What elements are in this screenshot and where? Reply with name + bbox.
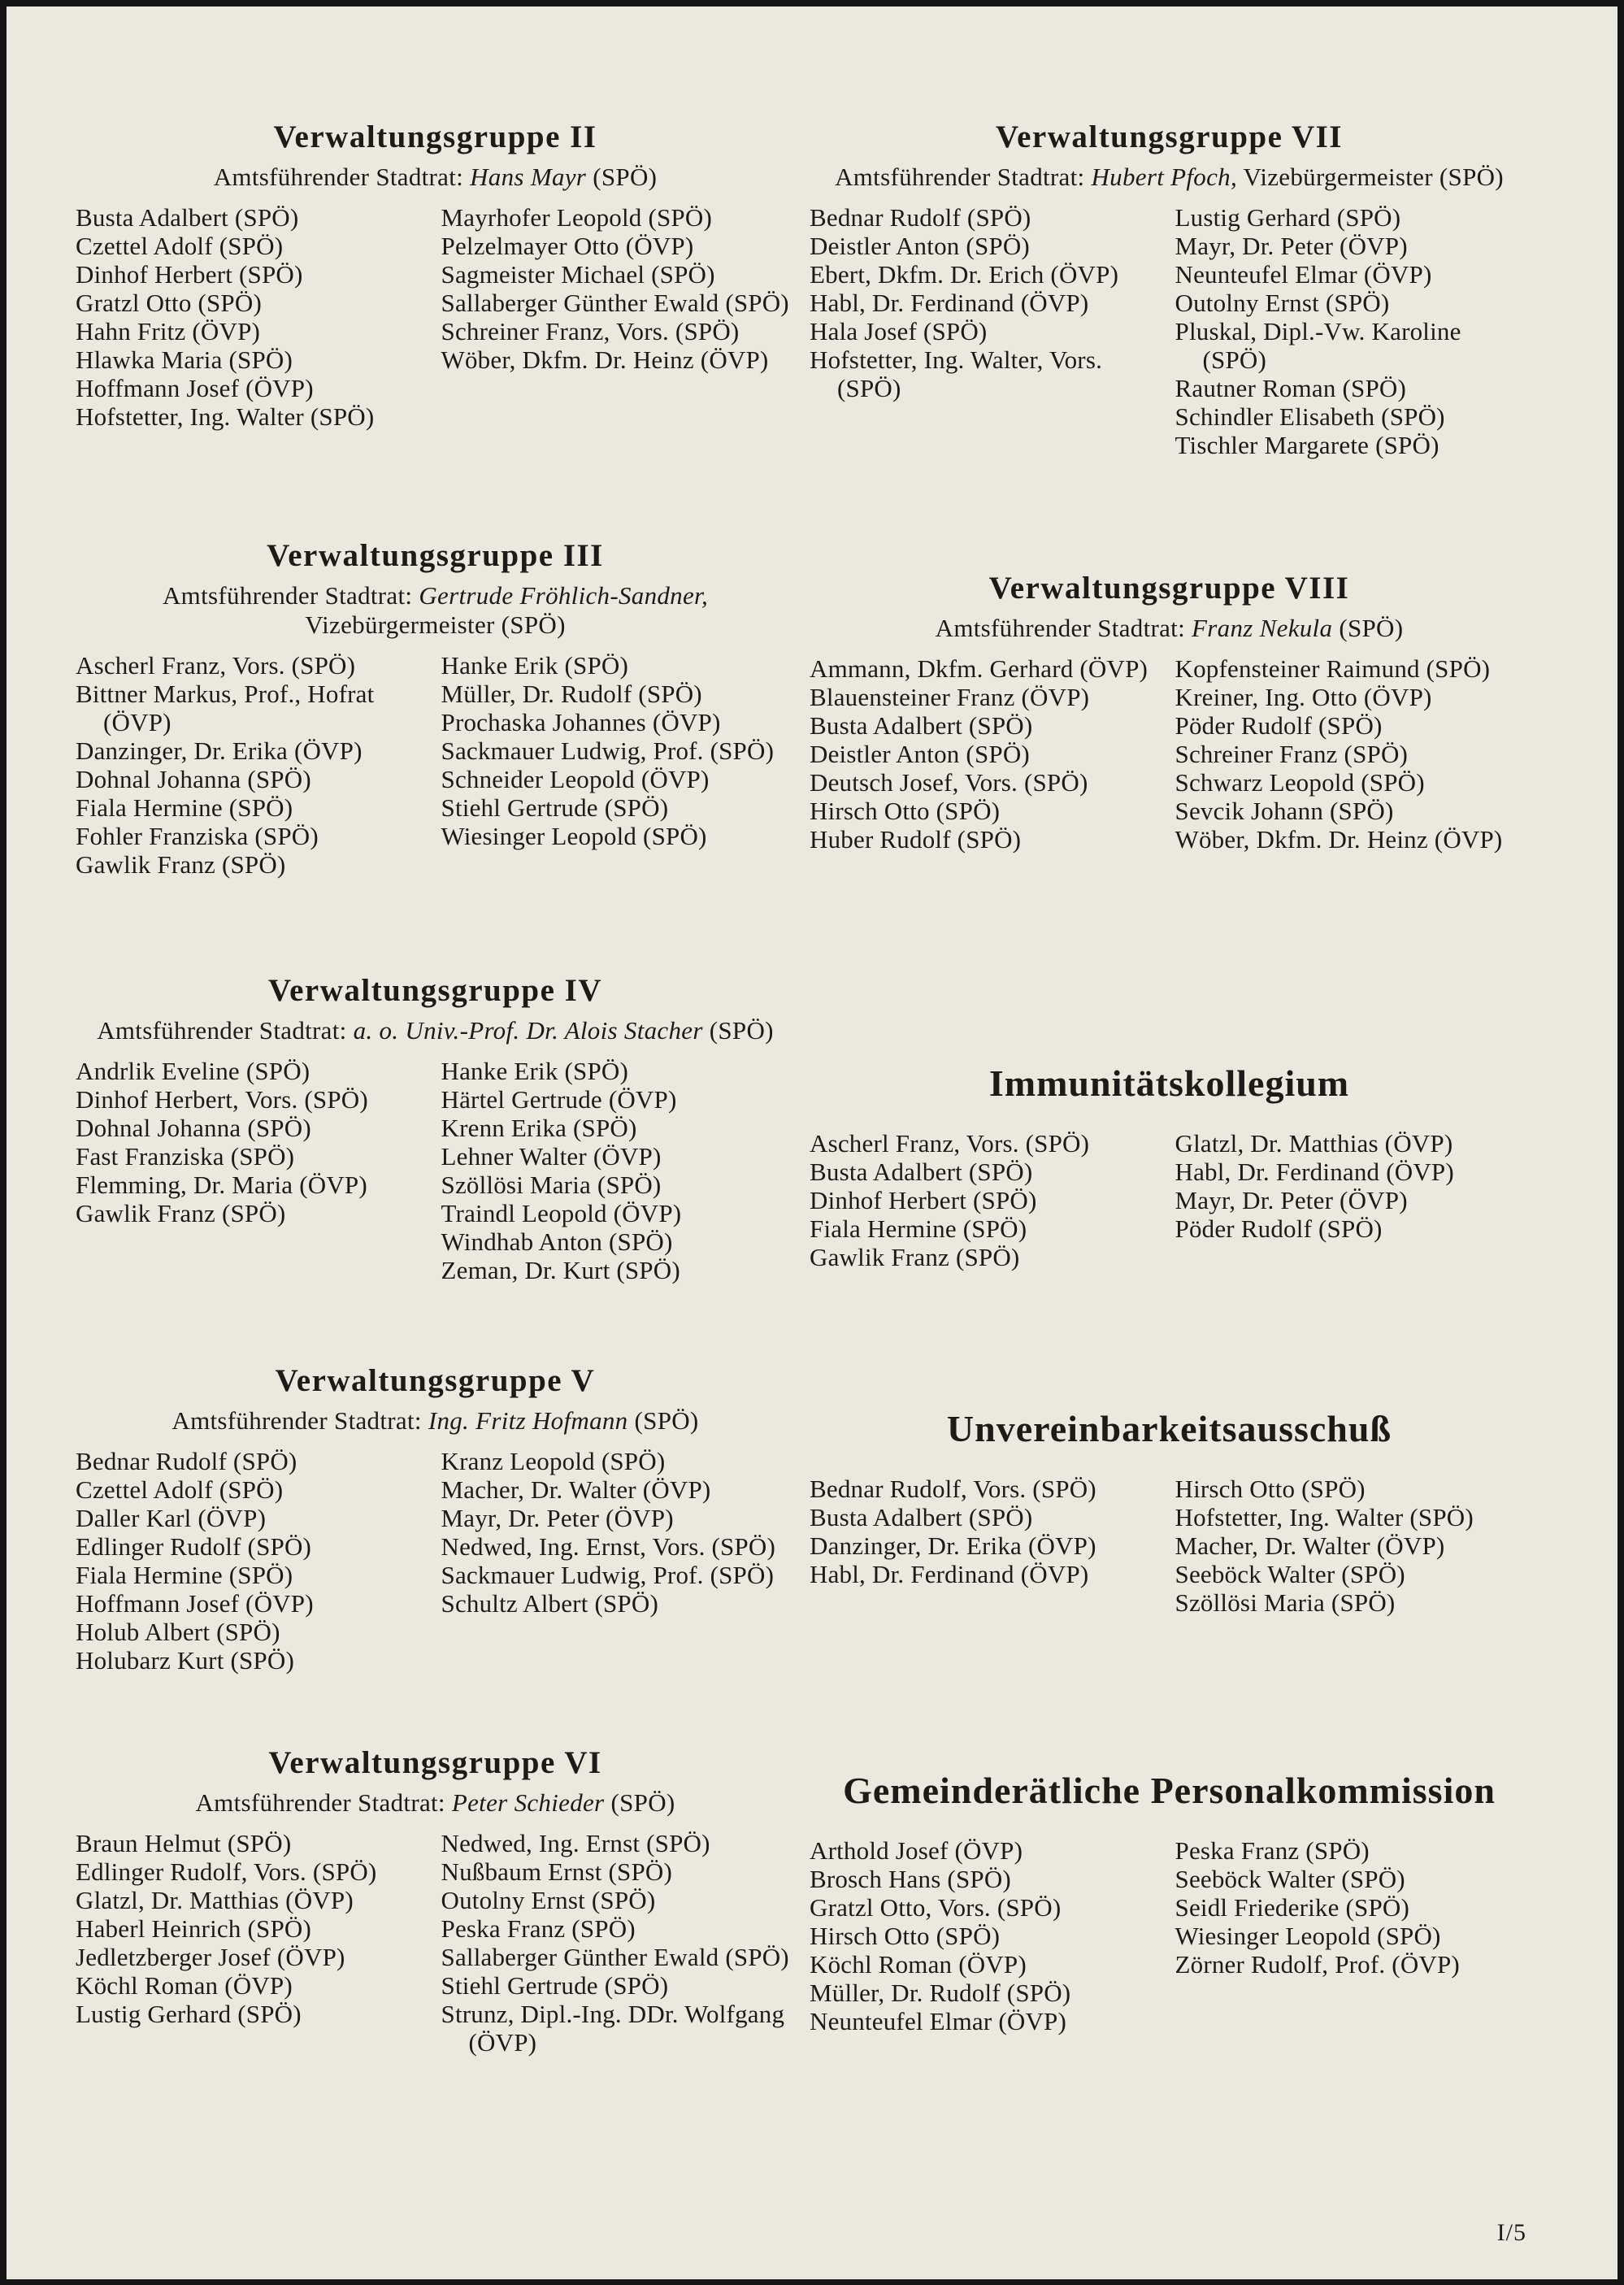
member-entry: Pöder Rudolf (SPÖ) <box>1175 1214 1383 1243</box>
section-title: Verwaltungsgruppe VII <box>995 119 1343 154</box>
member-column-left <box>76 1447 430 1675</box>
member-entry: Ascherl Franz, Vors. (SPÖ) <box>76 651 356 680</box>
subtitle-suffix: Vizebürgermeister (SPÖ) <box>1237 163 1504 191</box>
subtitle-prefix: Amtsführender Stadtrat: <box>835 163 1092 191</box>
member-entry: Fiala Hermine (SPÖ) <box>76 1561 293 1589</box>
subtitle-stadtrat-name: Hans Mayr <box>470 163 587 191</box>
section-verwaltungsgruppe-3 <box>76 537 795 879</box>
member-column-left <box>810 1475 1164 1617</box>
member-entry: Köchl Roman (ÖVP) <box>810 1950 1027 1979</box>
member-list <box>76 1447 795 1675</box>
member-entry: Sackmauer Ludwig, Prof. (SPÖ) <box>441 736 775 765</box>
member-entry: Hanke Erik (SPÖ) <box>441 651 628 680</box>
member-entry: Tischler Margarete (SPÖ) <box>1175 431 1439 459</box>
section-subtitle <box>76 1788 795 1818</box>
member-entry: Stiehl Gertrude (SPÖ) <box>441 793 669 822</box>
section-subtitle <box>76 163 795 192</box>
member-entry: Zeman, Dr. Kurt (SPÖ) <box>441 1256 680 1284</box>
member-column-right <box>1175 654 1530 854</box>
member-entry: Schultz Albert (SPÖ) <box>441 1589 658 1618</box>
section-unvereinbarkeitsausschuss <box>810 1407 1529 1617</box>
member-entry: Kreiner, Ing. Otto (ÖVP) <box>1175 683 1432 711</box>
member-entry: Blauensteiner Franz (ÖVP) <box>810 683 1090 711</box>
section-verwaltungsgruppe-7 <box>810 119 1529 459</box>
member-entry: Gawlik Franz (SPÖ) <box>810 1243 1020 1271</box>
member-entry: Andrlik Eveline (SPÖ) <box>76 1057 310 1085</box>
subtitle-suffix: (SPÖ) <box>1332 614 1404 642</box>
section-title: Gemeinderätliche Personalkommission <box>843 1770 1496 1811</box>
member-entry: Sagmeister Michael (SPÖ) <box>441 260 715 289</box>
member-list <box>810 1475 1529 1617</box>
member-entry: Jedletzberger Josef (ÖVP) <box>76 1943 345 1971</box>
member-entry: Härtel Gertrude (ÖVP) <box>441 1085 677 1114</box>
member-entry: Haberl Heinrich (SPÖ) <box>76 1914 312 1943</box>
member-entry: Zörner Rudolf, Prof. (ÖVP) <box>1175 1950 1460 1979</box>
member-entry: Hofstetter, Ing. Walter (SPÖ) <box>1175 1503 1474 1531</box>
member-entry: Macher, Dr. Walter (ÖVP) <box>441 1475 711 1504</box>
section-personalkommission <box>810 1769 1529 2035</box>
member-entry: Dinhof Herbert (SPÖ) <box>76 260 303 289</box>
subtitle-stadtrat-name: Peter Schieder <box>451 1788 605 1817</box>
member-entry: Brosch Hans (SPÖ) <box>810 1865 1011 1893</box>
member-entry: Fohler Franziska (SPÖ) <box>76 822 319 850</box>
member-entry: Sallaberger Günther Ewald (SPÖ) <box>441 1943 789 1971</box>
member-entry: Pöder Rudolf (SPÖ) <box>1175 711 1383 740</box>
member-entry: Hofstetter, Ing. Walter (SPÖ) <box>76 402 375 431</box>
member-entry: Hirsch Otto (SPÖ) <box>810 797 1001 825</box>
member-entry: Busta Adalbert (SPÖ) <box>810 1158 1033 1186</box>
member-entry: Huber Rudolf (SPÖ) <box>810 825 1022 854</box>
member-column-right <box>1175 1475 1530 1617</box>
section-subtitle <box>810 163 1529 192</box>
member-entry: Ammann, Dkfm. Gerhard (ÖVP) <box>810 654 1149 683</box>
member-entry: Holubarz Kurt (SPÖ) <box>76 1646 294 1675</box>
member-entry: Sackmauer Ludwig, Prof. (SPÖ) <box>441 1561 775 1589</box>
member-column-right <box>441 1829 796 2057</box>
subtitle-prefix: Amtsführender Stadtrat: <box>195 1788 452 1817</box>
member-entry: Hirsch Otto (SPÖ) <box>1175 1475 1366 1503</box>
subtitle-prefix: Amtsführender Stadtrat: <box>935 614 1192 642</box>
member-entry: Bednar Rudolf (SPÖ) <box>76 1447 297 1475</box>
member-entry: Rautner Roman (SPÖ) <box>1175 374 1406 402</box>
member-entry: Peska Franz (SPÖ) <box>1175 1836 1370 1865</box>
subtitle-stadtrat-name: Gertrude Fröhlich-Sandner, <box>419 581 709 610</box>
member-column-right <box>441 651 796 879</box>
member-entry: Hala Josef (SPÖ) <box>810 317 988 345</box>
member-column-left <box>810 1836 1164 2035</box>
member-entry: Neunteufel Elmar (ÖVP) <box>810 2007 1067 2035</box>
section-verwaltungsgruppe-6 <box>76 1744 795 2057</box>
member-entry: Wöber, Dkfm. Dr. Heinz (ÖVP) <box>441 345 769 374</box>
member-entry: Habl, Dr. Ferdinand (ÖVP) <box>1175 1158 1454 1186</box>
section-subtitle <box>810 614 1529 643</box>
member-entry: Kopfensteiner Raimund (SPÖ) <box>1175 654 1491 683</box>
subtitle-prefix: Amtsführender Stadtrat: <box>172 1406 428 1435</box>
member-entry: Czettel Adolf (SPÖ) <box>76 1475 284 1504</box>
section-verwaltungsgruppe-4 <box>76 972 795 1284</box>
member-entry: Dinhof Herbert, Vors. (SPÖ) <box>76 1085 368 1114</box>
member-entry: Gawlik Franz (SPÖ) <box>76 1199 286 1227</box>
member-entry: Ascherl Franz, Vors. (SPÖ) <box>810 1129 1090 1158</box>
member-column-right <box>441 1057 796 1284</box>
member-entry: Busta Adalbert (SPÖ) <box>810 1503 1033 1531</box>
member-entry: Mayr, Dr. Peter (ÖVP) <box>441 1504 674 1532</box>
member-column-left <box>76 1057 430 1284</box>
member-entry: Bittner Markus, Prof., Hofrat (ÖVP) <box>76 680 375 736</box>
member-entry: Windhab Anton (SPÖ) <box>441 1227 673 1256</box>
section-immunitaetskollegium <box>810 1062 1529 1271</box>
member-entry: Holub Albert (SPÖ) <box>76 1618 280 1646</box>
section-title: Verwaltungsgruppe VI <box>268 1745 602 1780</box>
member-entry: Nedwed, Ing. Ernst (SPÖ) <box>441 1829 710 1857</box>
member-entry: Hoffmann Josef (ÖVP) <box>76 374 314 402</box>
member-entry: Hirsch Otto (SPÖ) <box>810 1922 1001 1950</box>
section-title: Verwaltungsgruppe IV <box>267 973 603 1008</box>
subtitle-suffix: (SPÖ) <box>627 1406 699 1435</box>
subtitle-suffix: (SPÖ) <box>586 163 658 191</box>
member-list <box>76 651 795 879</box>
member-column-left <box>76 203 430 431</box>
member-entry: Habl, Dr. Ferdinand (ÖVP) <box>810 1560 1089 1588</box>
member-entry: Schneider Leopold (ÖVP) <box>441 765 710 793</box>
section-title: Verwaltungsgruppe V <box>275 1363 596 1398</box>
member-entry: Hanke Erik (SPÖ) <box>441 1057 628 1085</box>
member-entry: Busta Adalbert (SPÖ) <box>76 203 299 232</box>
section-verwaltungsgruppe-5 <box>76 1362 795 1675</box>
member-entry: Hahn Fritz (ÖVP) <box>76 317 261 345</box>
member-entry: Kranz Leopold (SPÖ) <box>441 1447 666 1475</box>
member-entry: Glatzl, Dr. Matthias (ÖVP) <box>76 1886 354 1914</box>
member-column-right <box>441 1447 796 1675</box>
member-column-left <box>76 1829 430 2057</box>
member-entry: Seeböck Walter (SPÖ) <box>1175 1560 1405 1588</box>
member-entry: Bednar Rudolf, Vors. (SPÖ) <box>810 1475 1096 1503</box>
document-page <box>7 7 1617 2279</box>
member-entry: Hoffmann Josef (ÖVP) <box>76 1589 314 1618</box>
member-entry: Köchl Roman (ÖVP) <box>76 1971 293 2000</box>
section-title: Verwaltungsgruppe II <box>273 119 597 154</box>
member-entry: Wiesinger Leopold (SPÖ) <box>1175 1922 1441 1950</box>
member-entry: Dohnal Johanna (SPÖ) <box>76 1114 311 1142</box>
member-entry: Deistler Anton (SPÖ) <box>810 232 1030 260</box>
member-entry: Mayrhofer Leopold (SPÖ) <box>441 203 712 232</box>
member-entry: Strunz, Dipl.-Ing. DDr. Wolfgang (ÖVP) <box>441 2000 785 2057</box>
member-entry: Müller, Dr. Rudolf (SPÖ) <box>810 1979 1071 2007</box>
member-list <box>810 1836 1529 2035</box>
member-entry: Danzinger, Dr. Erika (ÖVP) <box>810 1531 1096 1560</box>
member-entry: Deistler Anton (SPÖ) <box>810 740 1030 768</box>
section-title: Unvereinbarkeitsausschuß <box>946 1408 1392 1449</box>
member-entry: Lustig Gerhard (SPÖ) <box>76 2000 302 2028</box>
member-entry: Fiala Hermine (SPÖ) <box>810 1214 1027 1243</box>
subtitle-suffix: (SPÖ) <box>604 1788 675 1817</box>
member-entry: Stiehl Gertrude (SPÖ) <box>441 1971 669 2000</box>
member-entry: Gratzl Otto (SPÖ) <box>76 289 262 317</box>
member-entry: Szöllösi Maria (SPÖ) <box>441 1171 662 1199</box>
section-subtitle <box>76 581 795 640</box>
member-entry: Prochaska Johannes (ÖVP) <box>441 708 721 736</box>
member-entry: Schreiner Franz, Vors. (SPÖ) <box>441 317 740 345</box>
subtitle-stadtrat-name: Ing. Fritz Hofmann <box>428 1406 628 1435</box>
member-entry: Bednar Rudolf (SPÖ) <box>810 203 1031 232</box>
subtitle-suffix: (SPÖ) <box>702 1016 774 1045</box>
member-entry: Edlinger Rudolf (SPÖ) <box>76 1532 312 1561</box>
member-entry: Krenn Erika (SPÖ) <box>441 1114 637 1142</box>
member-entry: Dohnal Johanna (SPÖ) <box>76 765 311 793</box>
member-list <box>810 203 1529 459</box>
member-entry: Arthold Josef (ÖVP) <box>810 1836 1023 1865</box>
member-entry: Pelzelmayer Otto (ÖVP) <box>441 232 694 260</box>
member-entry: Daller Karl (ÖVP) <box>76 1504 267 1532</box>
member-entry: Sevcik Johann (SPÖ) <box>1175 797 1394 825</box>
member-list <box>76 1829 795 2057</box>
member-entry: Hofstetter, Ing. Walter, Vors. (SPÖ) <box>810 345 1103 402</box>
member-entry: Mayr, Dr. Peter (ÖVP) <box>1175 1186 1408 1214</box>
member-entry: Mayr, Dr. Peter (ÖVP) <box>1175 232 1408 260</box>
member-column-left <box>810 1129 1164 1271</box>
member-entry: Müller, Dr. Rudolf (SPÖ) <box>441 680 702 708</box>
member-entry: Gawlik Franz (SPÖ) <box>76 850 286 879</box>
member-entry: Czettel Adolf (SPÖ) <box>76 232 284 260</box>
member-entry: Sallaberger Günther Ewald (SPÖ) <box>441 289 789 317</box>
member-entry: Busta Adalbert (SPÖ) <box>810 711 1033 740</box>
member-entry: Schindler Elisabeth (SPÖ) <box>1175 402 1445 431</box>
member-column-left <box>810 654 1164 854</box>
section-title: Verwaltungsgruppe VIII <box>988 571 1350 606</box>
member-entry: Pluskal, Dipl.-Vw. Karoline (SPÖ) <box>1175 317 1461 374</box>
member-list <box>76 1057 795 1284</box>
member-entry: Glatzl, Dr. Matthias (ÖVP) <box>1175 1129 1453 1158</box>
member-list <box>810 654 1529 854</box>
member-entry: Hlawka Maria (SPÖ) <box>76 345 293 374</box>
member-entry: Gratzl Otto, Vors. (SPÖ) <box>810 1893 1062 1922</box>
member-entry: Braun Helmut (SPÖ) <box>76 1829 292 1857</box>
member-entry: Edlinger Rudolf, Vors. (SPÖ) <box>76 1857 377 1886</box>
section-subtitle <box>76 1016 795 1045</box>
section-subtitle <box>76 1406 795 1436</box>
section-verwaltungsgruppe-2 <box>76 119 795 431</box>
member-entry: Deutsch Josef, Vors. (SPÖ) <box>810 768 1088 797</box>
member-entry: Traindl Leopold (ÖVP) <box>441 1199 682 1227</box>
member-column-right <box>1175 203 1530 459</box>
page-number: I/5 <box>1496 2219 1526 2246</box>
member-column-right <box>1175 1836 1530 2035</box>
subtitle-stadtrat-name: Hubert Pfoch, <box>1091 163 1238 191</box>
subtitle-prefix: Amtsführender Stadtrat: <box>162 581 419 610</box>
member-entry: Outolny Ernst (SPÖ) <box>1175 289 1390 317</box>
member-column-left <box>76 651 430 879</box>
member-entry: Wöber, Dkfm. Dr. Heinz (ÖVP) <box>1175 825 1503 854</box>
member-list <box>810 1129 1529 1271</box>
section-verwaltungsgruppe-8 <box>810 570 1529 854</box>
section-title: Immunitätskollegium <box>988 1062 1350 1104</box>
member-entry: Nedwed, Ing. Ernst, Vors. (SPÖ) <box>441 1532 775 1561</box>
subtitle-stadtrat-name: a. o. Univ.-Prof. Dr. Alois Stacher <box>353 1016 703 1045</box>
member-entry: Schreiner Franz (SPÖ) <box>1175 740 1409 768</box>
subtitle-stadtrat-name: Franz Nekula <box>1192 614 1333 642</box>
member-column-left <box>810 203 1164 459</box>
member-entry: Lustig Gerhard (SPÖ) <box>1175 203 1401 232</box>
subtitle-prefix: Amtsführender Stadtrat: <box>213 163 471 191</box>
member-entry: Szöllösi Maria (SPÖ) <box>1175 1588 1396 1617</box>
section-title: Verwaltungsgruppe III <box>267 538 604 573</box>
member-entry: Seidl Friederike (SPÖ) <box>1175 1893 1410 1922</box>
member-list <box>76 203 795 431</box>
member-entry: Danzinger, Dr. Erika (ÖVP) <box>76 736 363 765</box>
member-entry: Lehner Walter (ÖVP) <box>441 1142 662 1171</box>
member-entry: Fast Franziska (SPÖ) <box>76 1142 295 1171</box>
member-entry: Ebert, Dkfm. Dr. Erich (ÖVP) <box>810 260 1119 289</box>
member-entry: Macher, Dr. Walter (ÖVP) <box>1175 1531 1445 1560</box>
subtitle-prefix: Amtsführender Stadtrat: <box>97 1016 354 1045</box>
member-entry: Neunteufel Elmar (ÖVP) <box>1175 260 1432 289</box>
member-entry: Nußbaum Ernst (SPÖ) <box>441 1857 673 1886</box>
member-column-right <box>441 203 796 431</box>
member-entry: Seeböck Walter (SPÖ) <box>1175 1865 1405 1893</box>
member-entry: Outolny Ernst (SPÖ) <box>441 1886 656 1914</box>
member-entry: Flemming, Dr. Maria (ÖVP) <box>76 1171 367 1199</box>
subtitle-suffix: Vizebürgermeister (SPÖ) <box>305 610 566 639</box>
member-entry: Fiala Hermine (SPÖ) <box>76 793 293 822</box>
member-entry: Wiesinger Leopold (SPÖ) <box>441 822 707 850</box>
member-column-right <box>1175 1129 1530 1271</box>
member-entry: Peska Franz (SPÖ) <box>441 1914 636 1943</box>
member-entry: Dinhof Herbert (SPÖ) <box>810 1186 1037 1214</box>
member-entry: Habl, Dr. Ferdinand (ÖVP) <box>810 289 1089 317</box>
member-entry: Schwarz Leopold (SPÖ) <box>1175 768 1425 797</box>
